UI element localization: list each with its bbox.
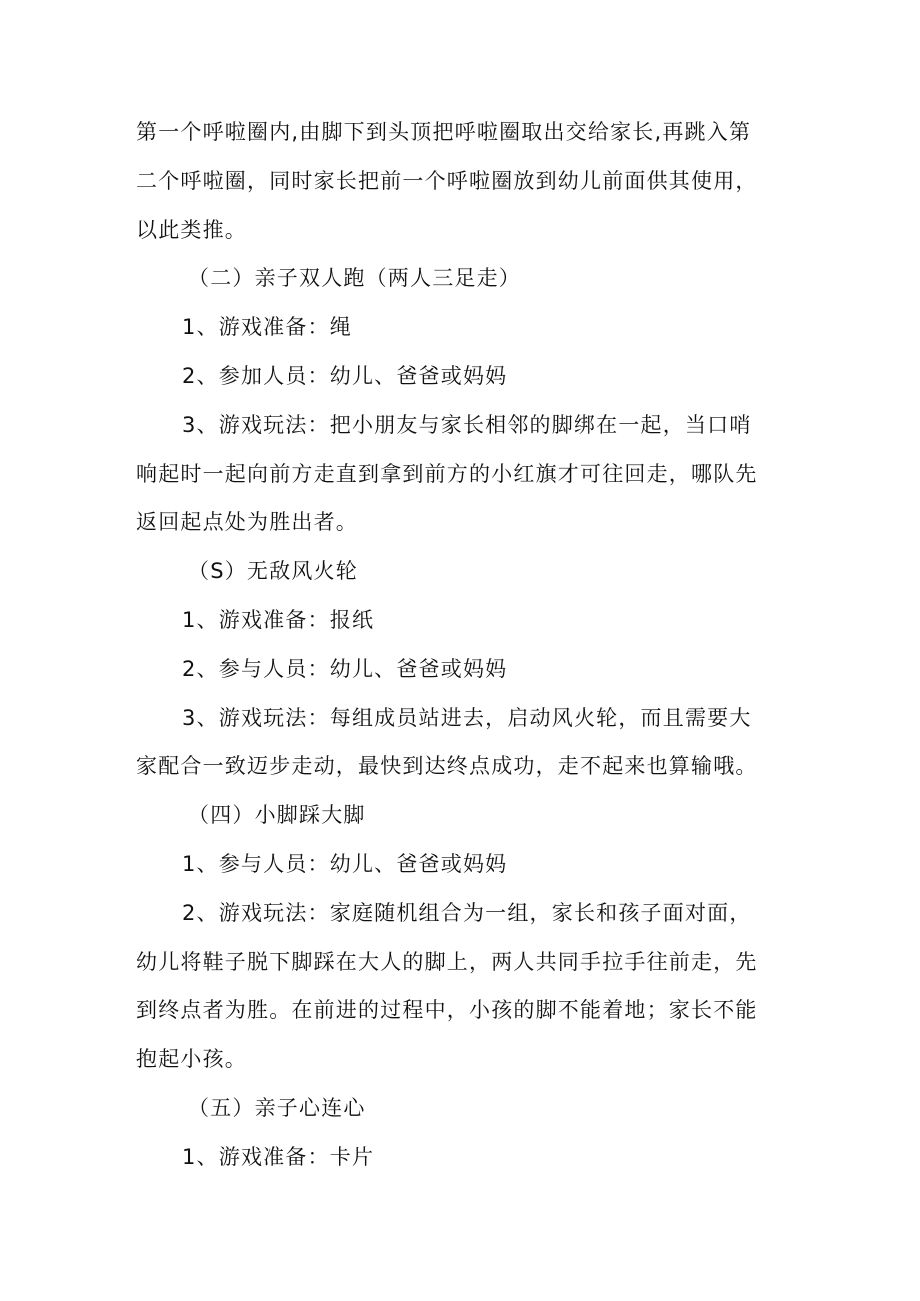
paragraph-line: 第一个呼啦圈内,由脚下到头顶把呼啦圈取出交给家长,再跳入第 bbox=[136, 120, 752, 144]
section-heading: （二）亲子双人跑（两人三足走） bbox=[188, 266, 521, 290]
paragraph-line: 抱起小孩。 bbox=[136, 1047, 247, 1071]
section-heading: （S）无敌风火轮 bbox=[188, 559, 358, 583]
paragraph-line: 1、游戏准备：卡片 bbox=[182, 1145, 375, 1169]
paragraph-line: 3、游戏玩法：把小朋友与家长相邻的脚绑在一起，当口哨 bbox=[182, 413, 752, 437]
paragraph-line: 到终点者为胜。在前进的过程中，小孩的脚不能着地；家长不能 bbox=[136, 998, 758, 1022]
paragraph-line: 2、游戏玩法：家庭随机组合为一组，家长和孩子面对面， bbox=[182, 901, 752, 925]
paragraph-line: 3、游戏玩法：每组成员站进去，启动风火轮，而且需要大 bbox=[182, 706, 752, 730]
paragraph-line: 2、参加人员：幼儿、爸爸或妈妈 bbox=[182, 364, 508, 388]
paragraph-line: 返回起点处为胜出者。 bbox=[136, 510, 358, 534]
paragraph-line: 1、游戏准备：绳 bbox=[182, 315, 352, 339]
paragraph-line: 二个呼啦圈，同时家长把前一个呼啦圈放到幼儿前面供其使用， bbox=[136, 169, 758, 193]
paragraph-line: 2、参与人员：幼儿、爸爸或妈妈 bbox=[182, 657, 508, 681]
section-heading: （四）小脚踩大脚 bbox=[188, 803, 366, 827]
section-heading: （五）亲子心连心 bbox=[188, 1096, 366, 1120]
paragraph-line: 响起时一起向前方走直到拿到前方的小红旗才可往回走，哪队先 bbox=[136, 462, 758, 486]
paragraph-line: 幼儿将鞋子脱下脚踩在大人的脚上，两人共同手拉手往前走，先 bbox=[136, 950, 758, 974]
paragraph-line: 以此类推。 bbox=[136, 218, 247, 242]
paragraph-line: 1、游戏准备：报纸 bbox=[182, 608, 375, 632]
paragraph-line: 家配合一致迈步走动，最快到达终点成功，走不起来也算输哦。 bbox=[136, 754, 758, 778]
paragraph-line: 1、参与人员：幼儿、爸爸或妈妈 bbox=[182, 852, 508, 876]
